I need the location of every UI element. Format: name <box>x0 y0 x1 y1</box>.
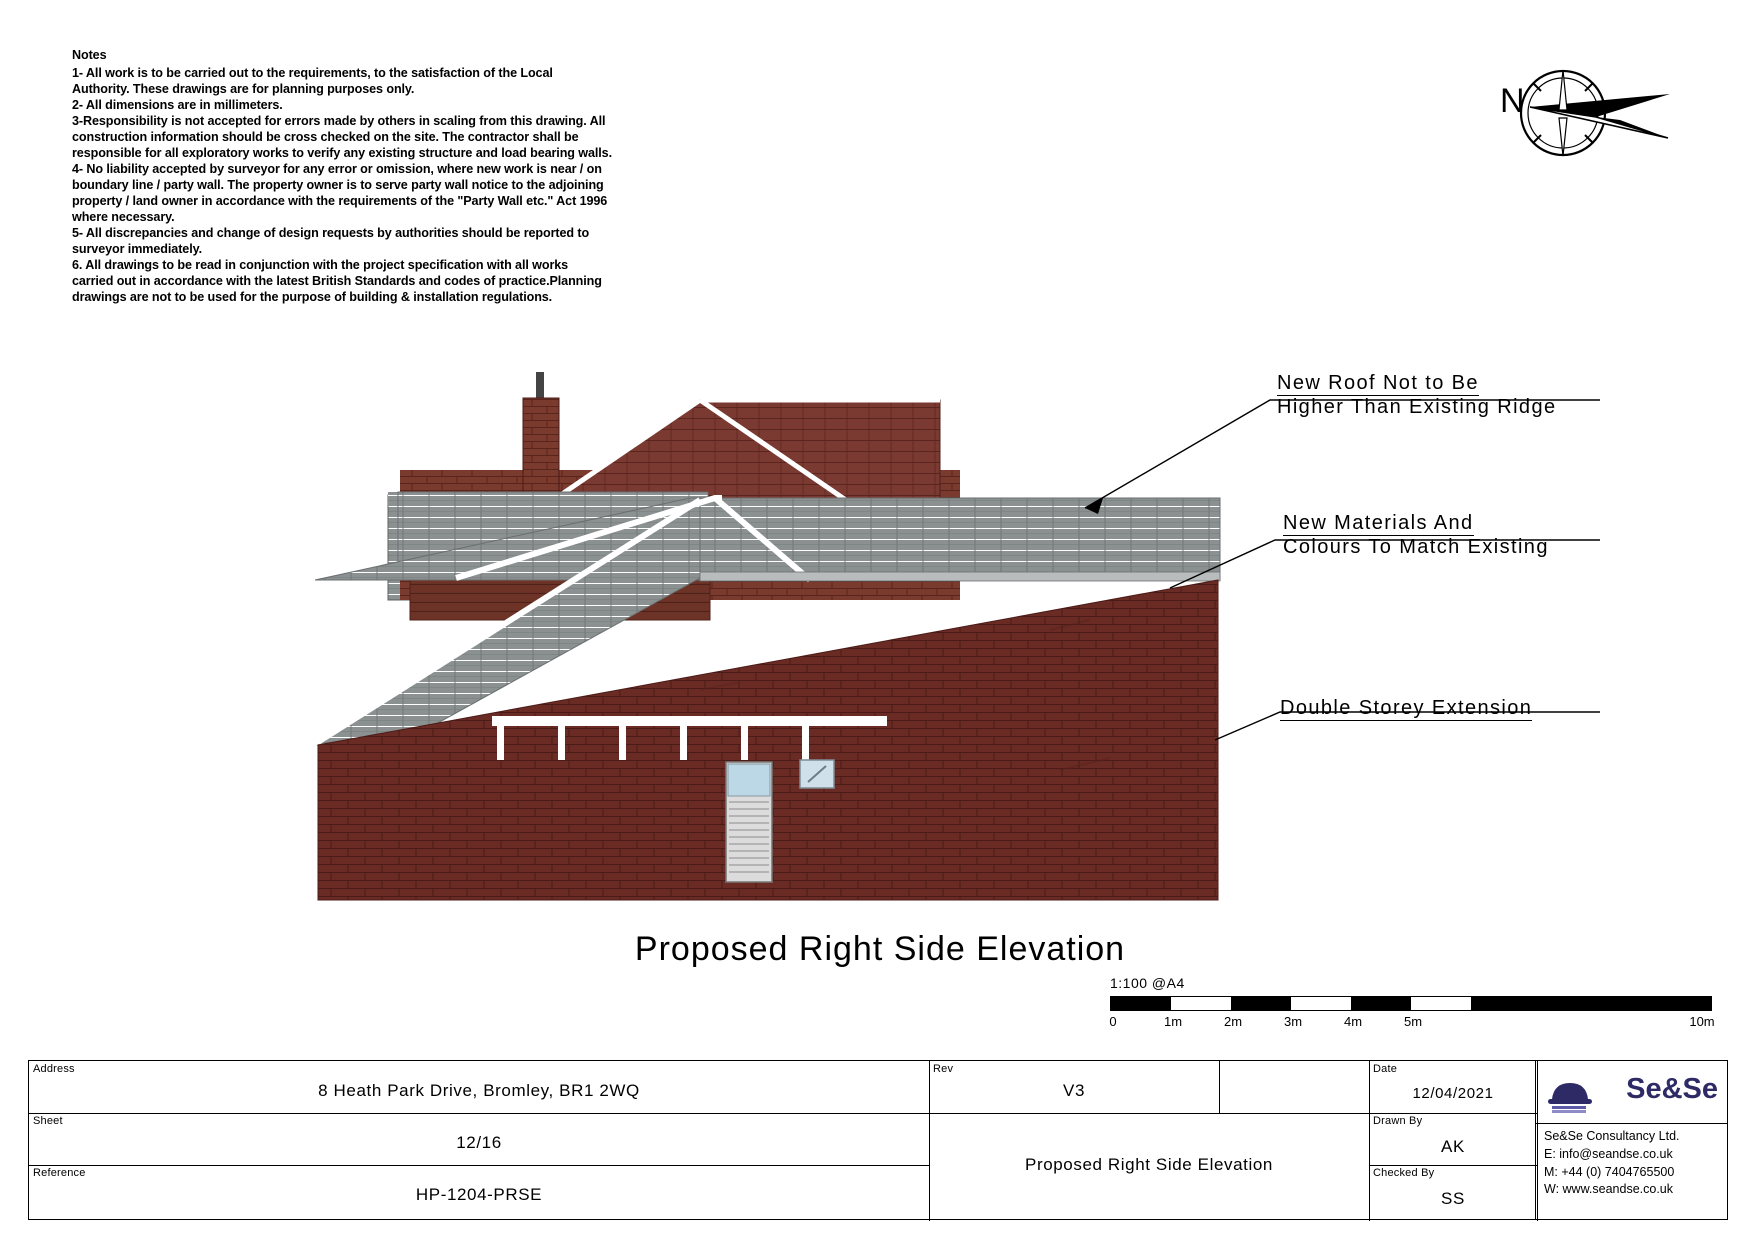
hardhat-icon <box>1546 1069 1594 1115</box>
checked-by-label: Checked By <box>1373 1167 1435 1179</box>
drawn-by-cell <box>1369 1113 1537 1165</box>
company-name: Se&Se Consultancy Ltd. <box>1544 1129 1680 1143</box>
company-mobile: M: +44 (0) 7404765500 <box>1544 1164 1675 1179</box>
drawn-by-label: Drawn By <box>1373 1115 1423 1127</box>
callout-new-roof-line1: New Roof Not to Be <box>1277 372 1479 394</box>
drawing-name-cell <box>929 1113 1369 1219</box>
date-label: Date <box>1373 1063 1398 1075</box>
scale-tick-5: 5m <box>1403 1014 1423 1029</box>
scale-tick-2: 2m <box>1223 1014 1243 1029</box>
note-item-2: 2- All dimensions are in millimeters. <box>72 97 283 112</box>
note-item-5: 5- All discrepancies and change of design requests by authorities should be reported to surveyor immediately. <box>72 225 590 256</box>
scale-tick-6: 10m <box>1689 1014 1715 1029</box>
checked-by-value: SS <box>1441 1189 1465 1208</box>
address-cell <box>29 1061 929 1113</box>
address-label: Address <box>33 1063 75 1075</box>
callout-double-storey <box>1280 697 1532 721</box>
sheet-value: 12/16 <box>456 1133 502 1152</box>
date-cell <box>1369 1061 1537 1113</box>
brand-name: Se&Se <box>1626 1073 1718 1105</box>
rev-label: Rev <box>933 1063 954 1075</box>
checked-by-cell <box>1369 1165 1537 1219</box>
title-block <box>28 1060 1728 1220</box>
note-item-6: 6. All drawings to be read in conjunction with the project specification with all works carried out in accordance with the latest British Standards and codes of practice.Planning drawings are not to be used for the purpose of building & installation regulations. <box>72 257 602 304</box>
scale-label: 1:100 @A4 <box>1110 975 1185 991</box>
logo-header <box>1536 1061 1727 1124</box>
scale-tick-labels <box>1109 1014 1715 1034</box>
callout-new-materials <box>1283 512 1549 559</box>
callout-new-materials-line2: Colours To Match Existing <box>1283 536 1549 558</box>
scale-tick-3: 3m <box>1283 1014 1303 1029</box>
scale-tick-0: 0 <box>1109 1014 1117 1029</box>
rev-cell <box>929 1061 1219 1113</box>
sheet-label: Sheet <box>33 1115 63 1127</box>
reference-cell <box>29 1165 929 1219</box>
logo-contact-info <box>1536 1124 1727 1203</box>
callout-new-materials-line1: New Materials And <box>1283 512 1474 534</box>
scale-tick-1: 1m <box>1163 1014 1183 1029</box>
callout-new-roof-line2: Higher Than Existing Ridge <box>1277 396 1557 418</box>
company-email[interactable]: E: info@seandse.co.uk <box>1544 1146 1673 1161</box>
scale-tick-4: 4m <box>1343 1014 1363 1029</box>
notes-heading: Notes <box>72 48 107 62</box>
reference-label: Reference <box>33 1167 86 1179</box>
callout-double-storey-line1: Double Storey Extension <box>1280 697 1533 719</box>
scale-bar <box>1110 996 1712 1011</box>
drawn-by-value: AK <box>1441 1137 1465 1156</box>
sheet-cell <box>29 1113 929 1165</box>
address-value: 8 Heath Park Drive, Bromley, BR1 2WQ <box>318 1081 640 1100</box>
note-item-1: 1- All work is to be carried out to the requirements, to the satisfaction of the Local Authority. These drawings are for planning purposes only. <box>72 65 553 96</box>
note-item-3: 3-Responsibility is not accepted for errors made by others in scaling from this drawing. All construction information should be cross checked on the site. The contractor shall be responsible for all exploratory works to verify any existing structure and load bearing walls. <box>72 113 612 160</box>
company-website[interactable]: W: www.seandse.co.uk <box>1544 1182 1673 1197</box>
reference-value: HP-1204-PRSE <box>415 1185 543 1204</box>
date-value: 12/04/2021 <box>1412 1085 1494 1102</box>
drawing-name-value: Proposed Right Side Elevation <box>1025 1155 1273 1174</box>
rev-value: V3 <box>1063 1081 1085 1100</box>
scale-bar-group <box>1110 975 1720 1034</box>
callout-new-roof <box>1277 372 1557 419</box>
tb-vline-2 <box>1219 1061 1220 1113</box>
logo-block <box>1535 1061 1727 1219</box>
note-item-4: 4- No liability accepted by surveyor for any error or omission, where new work is near / on boundary line / party wall. The property owner is to serve party wall notice to the adjoining property / land owner in accordance with the requirements of the "Party Wall etc." Act 1996 where necessary. <box>72 161 608 224</box>
north-label: N <box>1500 82 1525 120</box>
elevation-title: Proposed Right Side Elevation <box>634 930 1126 968</box>
